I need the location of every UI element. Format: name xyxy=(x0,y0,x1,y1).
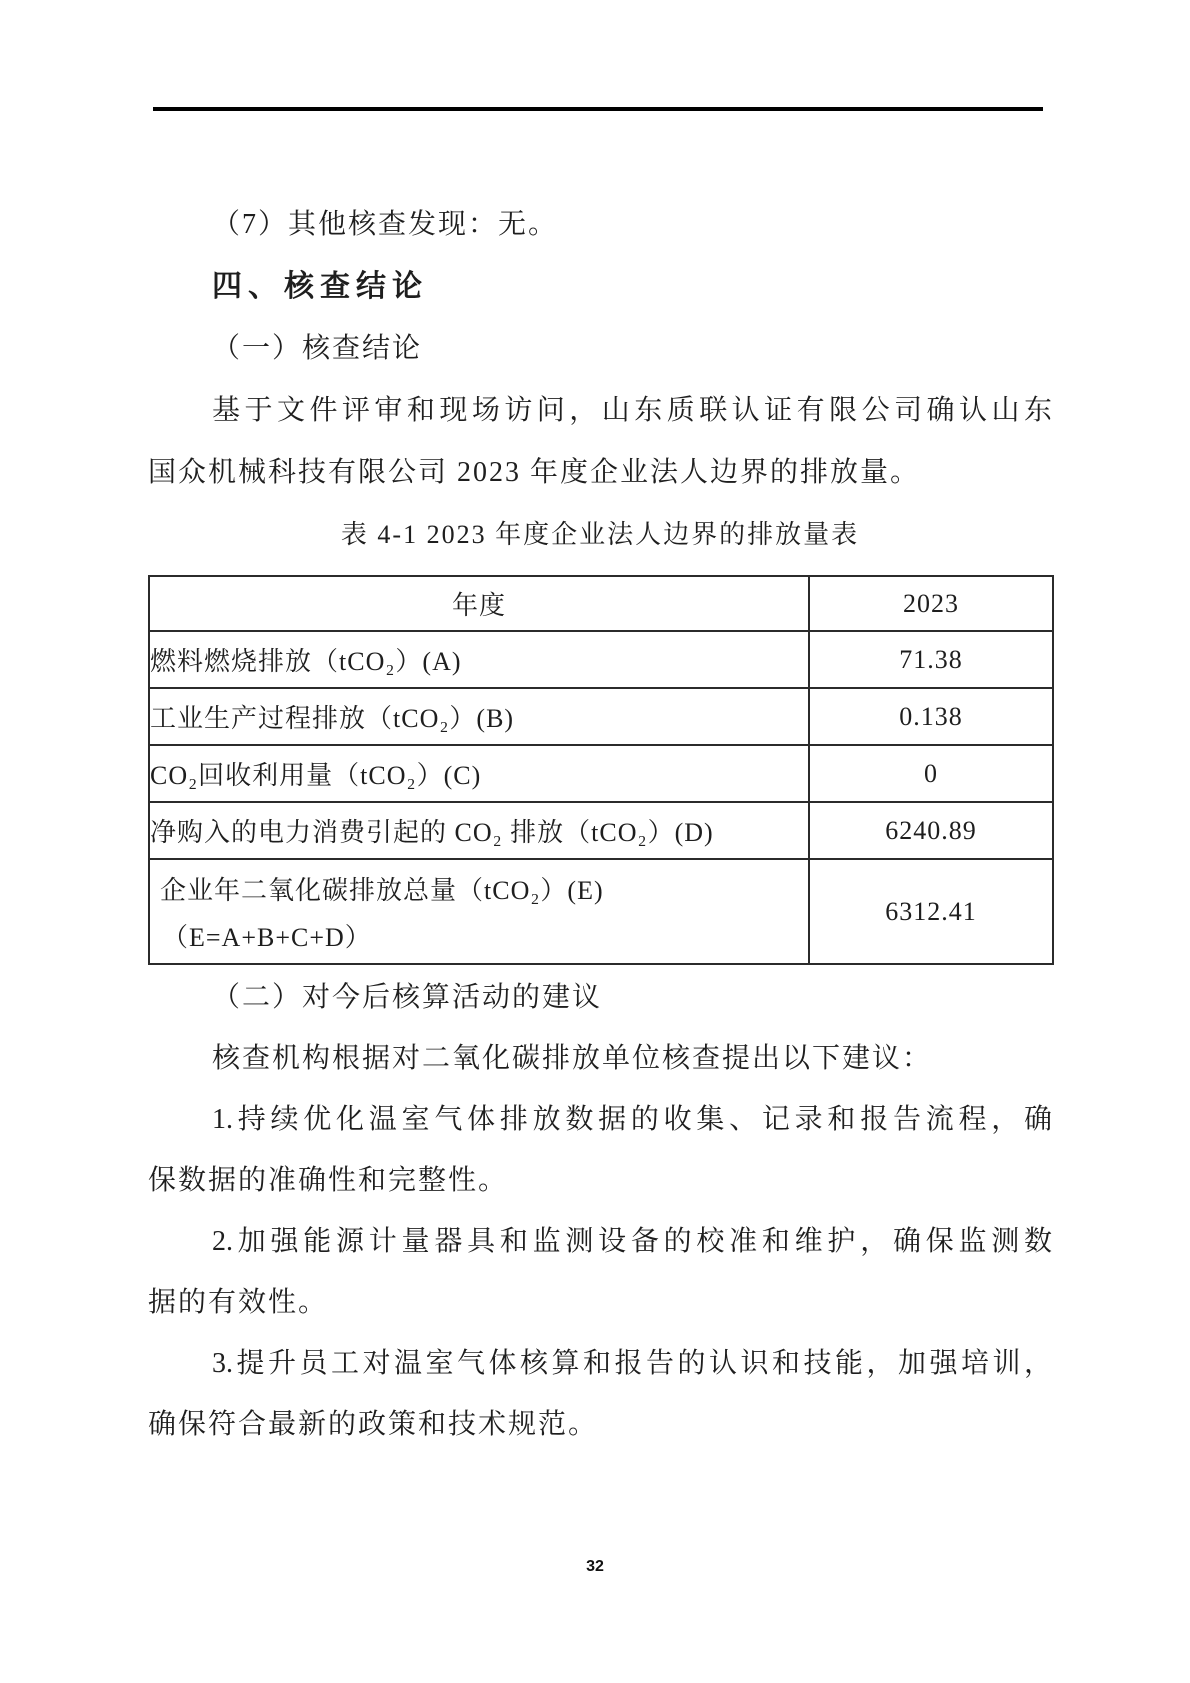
row-value: 6240.89 xyxy=(809,802,1053,859)
conclusion-line-2: 国众机械科技有限公司 2023 年度企业法人边界的排放量。 xyxy=(148,457,921,488)
header-year-value: 2023 xyxy=(809,576,1053,631)
total-label-line-2: （E=A+B+C+D） xyxy=(162,922,372,952)
row-label: 燃料燃烧排放（tCO₂）(A) xyxy=(149,631,809,688)
row-label: CO₂回收利用量（tCO₂）(C) xyxy=(149,745,809,802)
section-heading: 四、核查结论 xyxy=(212,270,428,303)
row-value: 71.38 xyxy=(809,631,1053,688)
subsection-1-heading: （一）核查结论 xyxy=(212,333,423,364)
suggestions-intro: 核查机构根据对二氧化碳排放单位核查提出以下建议： xyxy=(212,1043,933,1074)
suggestion-3-line-2: 确保符合最新的政策和技术规范。 xyxy=(148,1409,599,1440)
page-number: 32 xyxy=(586,1558,604,1575)
table-row-fuel xyxy=(149,631,1053,688)
total-label-line-1: 企业年二氧化碳排放总量（tCO₂）(E) xyxy=(160,875,604,905)
table-caption: 表 4-1 2023 年度企业法人边界的排放量表 xyxy=(340,520,860,549)
table-row-total xyxy=(149,859,1053,964)
suggestion-2-line-2: 据的有效性。 xyxy=(148,1287,329,1318)
subsection-2-heading: （二）对今后核算活动的建议 xyxy=(212,982,603,1013)
page-content xyxy=(148,110,1052,1455)
table-row-recovery xyxy=(149,745,1053,802)
emissions-table xyxy=(148,575,1054,965)
row-label: 工业生产过程排放（tCO₂）(B) xyxy=(149,688,809,745)
row-value: 0 xyxy=(809,745,1053,802)
suggestion-1-line-1: 1.持续优化温室气体排放数据的收集、记录和报告流程，确 xyxy=(212,1104,1052,1135)
suggestion-1-line-2: 保数据的准确性和完整性。 xyxy=(148,1165,509,1196)
row-label: 净购入的电力消费引起的 CO₂ 排放（tCO₂）(D) xyxy=(149,802,809,859)
header-year-label: 年度 xyxy=(149,576,809,631)
other-findings-paragraph: （7）其他核查发现：无。 xyxy=(212,209,559,240)
suggestions-section xyxy=(148,967,1052,1455)
row-value: 0.138 xyxy=(809,688,1053,745)
table-row-process xyxy=(149,688,1053,745)
total-value: 6312.41 xyxy=(809,859,1053,964)
table-header-row xyxy=(149,576,1053,631)
total-label-cell xyxy=(149,859,809,964)
suggestion-3-line-1: 3.提升员工对温室气体核算和报告的认识和技能，加强培训， xyxy=(212,1348,1052,1379)
suggestion-2-line-1: 2.加强能源计量器具和监测设备的校准和维护，确保监测数 xyxy=(212,1226,1052,1257)
conclusion-line-1: 基于文件评审和现场访问，山东质联认证有限公司确认山东 xyxy=(212,395,1052,426)
table-row-electricity xyxy=(149,802,1053,859)
